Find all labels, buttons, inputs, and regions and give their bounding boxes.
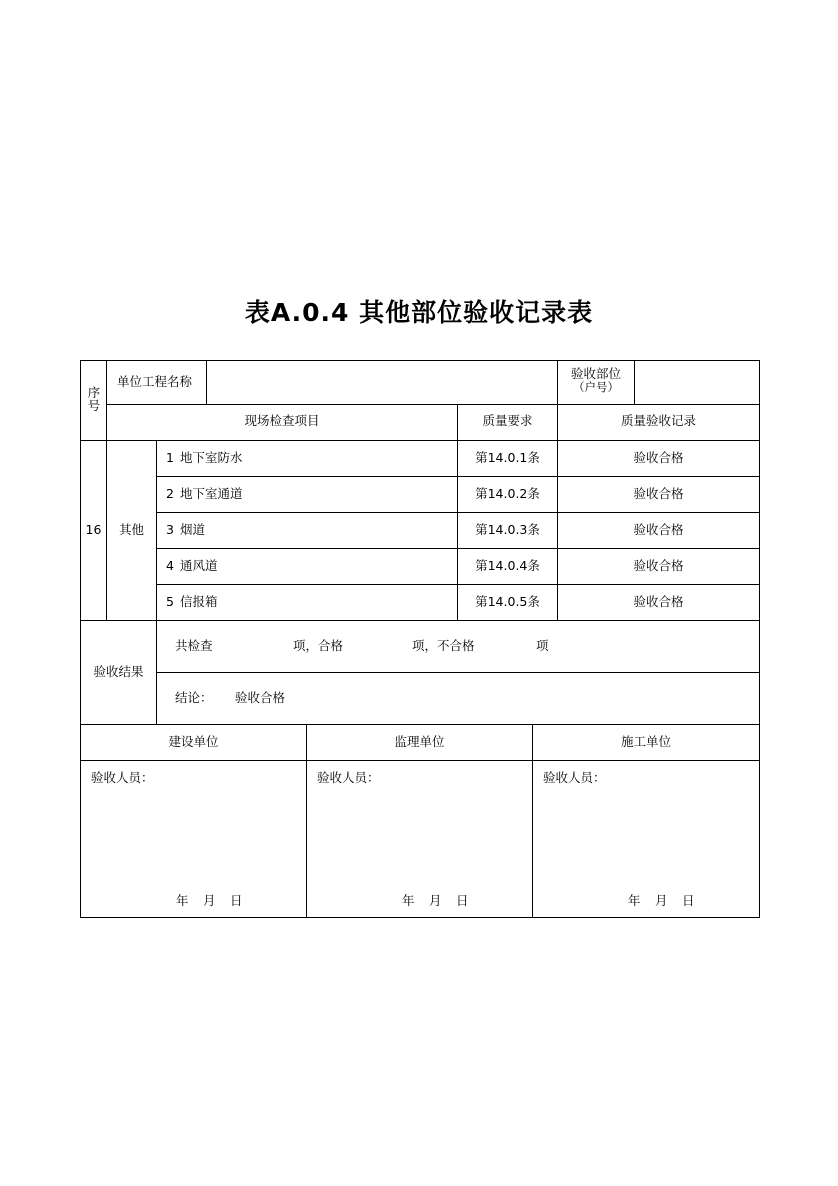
total-checked-prefix: 共检查 — [175, 638, 213, 653]
table-border-right — [759, 360, 760, 918]
table-border-top — [80, 360, 760, 361]
quality-requirement-header: 质量要求 — [482, 413, 533, 428]
supervision-unit-header: 监理单位 — [394, 734, 445, 749]
item-number: 4 — [166, 558, 174, 573]
inspector-label: 验收人员： — [317, 770, 380, 785]
item-requirement: 第14.0.3条 — [475, 522, 540, 537]
page-title: 表A.0.4 其他部位验收记录表 — [244, 298, 594, 327]
item-requirement: 第14.0.1条 — [475, 450, 540, 465]
date-year: 年 — [176, 893, 189, 908]
item-name: 地下室防水 — [180, 450, 243, 465]
group-seq: 16 — [85, 522, 102, 537]
date-year: 年 — [402, 893, 415, 908]
item-record: 验收合格 — [633, 558, 684, 573]
item-name: 烟道 — [180, 522, 206, 537]
inspection-items-header: 现场检查项目 — [244, 413, 320, 428]
divider — [156, 476, 760, 477]
result-label: 验收结果 — [93, 664, 144, 679]
inspector-label: 验收人员： — [91, 770, 154, 785]
item-number: 3 — [166, 522, 174, 537]
item-number: 1 — [166, 450, 174, 465]
divider — [206, 360, 207, 405]
item-name: 通风道 — [180, 558, 218, 573]
item-number: 5 — [166, 594, 174, 609]
group-name: 其他 — [118, 522, 144, 537]
end-suffix: 项 — [536, 638, 549, 653]
fail-suffix: 项，不合格 — [412, 638, 475, 653]
item-record: 验收合格 — [633, 522, 684, 537]
item-requirement: 第14.0.5条 — [475, 594, 540, 609]
item-number: 2 — [166, 486, 174, 501]
date-day: 日 — [682, 893, 695, 908]
divider — [156, 584, 760, 585]
divider — [156, 512, 760, 513]
divider — [634, 360, 635, 405]
date-day: 日 — [456, 893, 469, 908]
item-requirement: 第14.0.4条 — [475, 558, 540, 573]
date-day: 日 — [230, 893, 243, 908]
divider — [80, 760, 760, 761]
divider — [80, 724, 760, 725]
seq-header: 序号 — [87, 385, 101, 413]
divider — [156, 548, 760, 549]
conclusion-label: 结论： — [175, 690, 213, 705]
acceptance-part-label: 验收部位 — [570, 366, 621, 381]
unit-project-name-label: 单位工程名称 — [117, 374, 193, 389]
divider — [80, 620, 760, 621]
divider — [532, 724, 533, 918]
divider — [106, 404, 760, 405]
construction-unit-header: 建设单位 — [168, 734, 219, 749]
acceptance-part-sublabel: （户号） — [573, 380, 619, 394]
contractor-unit-header: 施工单位 — [620, 734, 671, 749]
item-name: 地下室通道 — [180, 486, 243, 501]
item-name: 信报箱 — [180, 594, 218, 609]
item-record: 验收合格 — [633, 594, 684, 609]
pass-suffix: 项，合格 — [293, 638, 344, 653]
divider — [106, 360, 107, 621]
date-year: 年 — [628, 893, 641, 908]
table-border-left — [80, 360, 81, 918]
date-month: 月 — [655, 893, 668, 908]
item-record: 验收合格 — [633, 486, 684, 501]
divider — [457, 404, 458, 621]
quality-record-header: 质量验收记录 — [620, 413, 696, 428]
date-month: 月 — [429, 893, 442, 908]
item-record: 验收合格 — [633, 450, 684, 465]
date-month: 月 — [203, 893, 216, 908]
table-border-bottom — [80, 917, 760, 918]
divider — [306, 724, 307, 918]
item-requirement: 第14.0.2条 — [475, 486, 540, 501]
divider — [156, 440, 157, 725]
inspector-label: 验收人员： — [543, 770, 606, 785]
divider — [156, 672, 760, 673]
conclusion-value: 验收合格 — [235, 690, 286, 705]
divider — [80, 440, 760, 441]
